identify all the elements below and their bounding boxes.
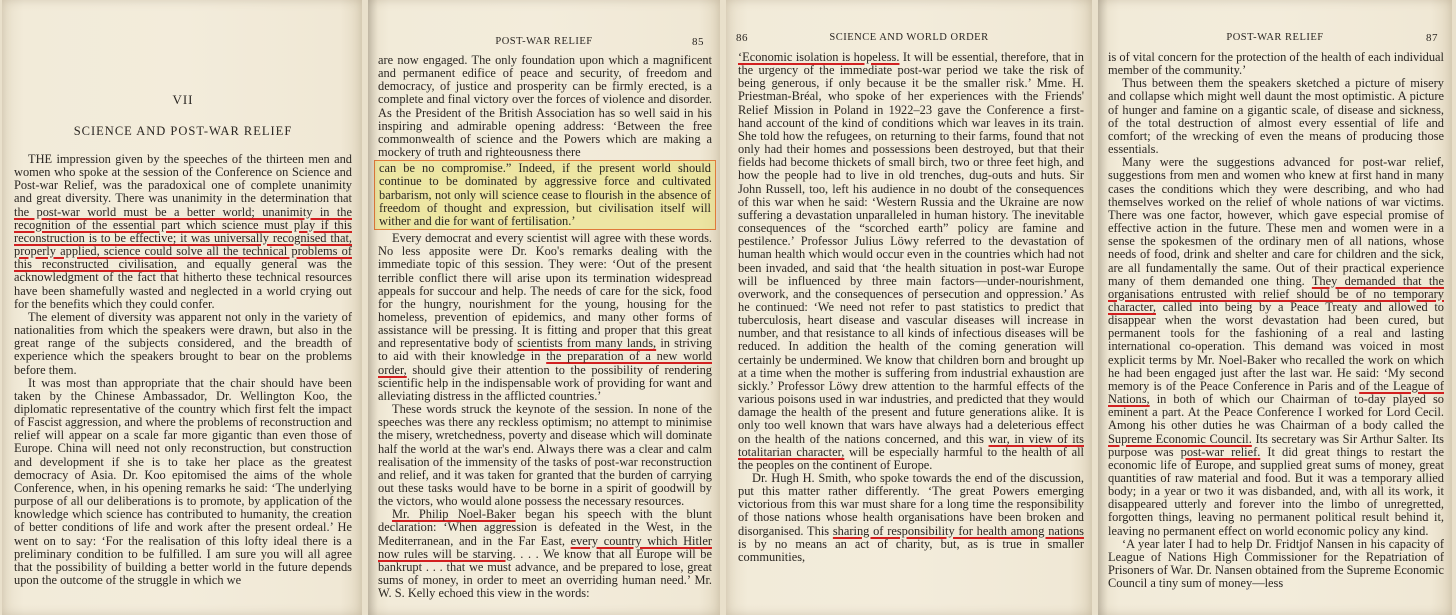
text-run: . . . . We know that all Europe will be bankrupt . . . that we must advance, and be prepared to lose, great sums of money, in order to meet an overriding human need.’ Mr. W. S. Kelly echoed this view in the words: (378, 546, 712, 601)
page-86 (726, 0, 1092, 615)
page-body (378, 54, 712, 600)
paragraph (378, 232, 712, 403)
paragraph (14, 153, 352, 311)
text-run: are now engaged. The only foundation upon which a magnificent and permanent edifice of peace and security, of freedom and democracy, of justice and prosperity can be firmly erected, is a complete and final victory over the forces of violence and disorder. As the President of the British Association has so well said in his inspiring and admirable opening address: ‘Between the free commonwealth of science and the Powers which are making a mockery of truth and righteousness there (378, 53, 712, 160)
text-run: It will be essential, therefore, that in the urgency of the immediate post-war period we take the risk of being generous, if only because it be the smaller risk.’ Mme. H. Priestman-Bréal, who spoke of her experiences with the Friends' Relief Mission in Poland in 1922–23 gave the Conference a first-hand account of the kind of conditions which war leaves in its train. She told how the refugees, on returning to their farms, found that not only had their homes and possessions been destroyed, but that their fields had become thickets of small birch, two or three feet high, and how the people had to live in old trenches, dug-outs and huts. Sir John Russell, too, left his audience in no doubt of the consequences of this war when he said: ‘Western Russia and the Ukraine are now suffering a devastation unparalleled in human history. The inevitable consequences of the “scorched earth” policy are famine and pestilence.’ Professor Julius Löwy referred to the devastation of human health which would occur even in the countries which had not been invaded, and said that ‘the health situation in post-war Europe will be influenced by three main factors—under-nourishment, overwork, and the consequences of persecution and oppression.’ As he continued: ‘We need not refer to past statistics to predict that tuberculosis, heart disease and vascular diseases will increase in number, and that resistance to all kinds of infectious diseases will be reduced. In addition the health of the coming generation will certainly be undermined. We know that children born and brought up at a time when the mother is suffering from industrial exhaustion are sickly.’ Professor Löwy drew attention to the harmful effects of the various poisons used in war industries, and predicted that they would damage the health of the present and future generations alike. It is only too well known that wars have always had a deleterious effect on the health of the nations concerned, and this (738, 50, 1084, 446)
underlined-passage: the preparation of a new world order, (378, 349, 712, 377)
text-run: It did great things to restart the economic life of Europe, and supplied great sums of money, great quantities of raw material and food. But it was a temporary allied body; in a year or two it was disbanded, and, with all its work, it disappeared utterly and forever into the limbo of unregretted, forgotten things, leaving no permanent political result behind it, leaving no permanent effect on world economic policy any kind. (1108, 444, 1444, 538)
underlined-passage: war, in view of its totalitarian character, (738, 431, 1084, 459)
underlined-passage: scientists from many lands, (517, 336, 657, 351)
paragraph (738, 472, 1084, 564)
paragraph (14, 377, 352, 588)
text-run: in both of which our Chairman of to-day played so eminent a part. At the Peace Conference I worked for Lord Cecil. Among his other duties he was Chairman of a body called the (1108, 392, 1444, 433)
chapter-number: VII (172, 92, 194, 107)
text-run: The element of diversity was apparent not only in the variety of nationalities from which the speakers were drawn, but also in the great range of the subjects considered, and the breadth of experience which the speakers brought to bear on the problems before them. (14, 309, 352, 377)
highlighted-passage: can be no compromise.” Indeed, if the present world should continue to be dominated by aggressive force and cultivated barbarism, not only will science cease to flourish in the absence of freedom of thought and expression, but civilisation itself will wither and die for want of fertilisation.’ (374, 160, 716, 230)
chapter-title: SCIENCE AND POST-WAR RELIEF (73, 124, 293, 138)
running-head-title: SCIENCE AND WORLD ORDER (829, 32, 989, 43)
text-run: began his speech with the blunt declaration: ‘When aggression is defeated in the West, in the Mediterranean, and in the Far East, (378, 507, 712, 548)
paragraph (378, 403, 712, 508)
underlined-passage: of the League of Nations, (1108, 378, 1444, 407)
paragraph (378, 508, 712, 600)
underlined-passage: sharing of responsibility for health among nations (832, 523, 1084, 538)
text-run: is by no means an act of charity, but, as is true in smaller communities, (738, 536, 1084, 564)
page-number: 85 (692, 36, 704, 48)
paragraph (1108, 156, 1444, 538)
paragraph (14, 311, 352, 377)
text-run: ‘A year later I had to help Dr. Fridtjof Nansen in his capacity of League of Nations High Commissioner for the Repatriation of Prisoners of War. Dr. Nansen obtained from the Supreme Economic Council a tiny sum of money—less (1108, 536, 1444, 591)
paragraph (378, 54, 712, 230)
text-run: Thus between them the speakers sketched a picture of misery and collapse which might well daunt the most optimistic. A picture of hunger and famine on a gigantic scale, of disease and sickness, of the total destruction of almost every essential of life and comfort; of the wrecking of even the means of producing those essentials. (1108, 76, 1444, 157)
text-run: will be especially harmful to the health of all the peoples on the continent of Europe. (738, 444, 1084, 472)
text-run: THE impression given by the speeches of the thirteen men and women who spoke at the session of the Conference on Science and Post-war Relief, was the paradoxical one of complete unanimity and great diversity. There was unanimity in the determination that (14, 152, 352, 206)
text-run: Its secretary was Sir Arthur Salter. Its purpose was (1108, 431, 1444, 459)
underlined-passage: Supreme Economic Council. (1108, 431, 1252, 446)
underlined-passage: the post-war world must be a better world; unanimity in the recognition of the essential part which science must play if this reconstruction is to be effective; it was universally recognised that, properly applied, science could solve all the technical problems of this reconstructed civilisation, (14, 204, 352, 272)
text-run: called into being by a Peace Treaty and allowed to disappear when the worst devastation had been cured, but permanent tools for the fashioning of a real and lasting international co-operation. This demand was voiced in most explicit terms by Mr. Noel-Baker who recalled the work on which he had been engaged just after the last war. He said: ‘My second memory is of the Peace Conference in Paris and (1108, 299, 1444, 393)
text-run: Dr. Hugh H. Smith, who spoke towards the end of the discussion, put this matter rather differently. ‘The great Powers emerging victorious from this war must share for a long time the responsibility of those nations whose health organisations have been broken and disorganised. This (738, 471, 1084, 538)
paragraph (1108, 51, 1444, 77)
text-run: It was most than appropriate that the chair should have been taken by the Chinese Ambassador, Dr. Wellington Koo, the diplomatic representative of the country which first felt the impact of Fascist aggression, and where the problems of reconstruction and relief will appear on a scale far more gigantic than even those of Europe. China will need not only reconstruction, but construction and development if she is to take her place as the greatest democracy of Asia. Dr. Koo epitomised the aims of the whole Conference, when, in his opening remarks he said: ‘The underlying purpose of all our deliberations is to promote, by application of the knowledge which science has contributed to humanity, the creation of better conditions of life and work after the present ordeal.’ He went on to say: ‘For the realisation of this lofty ideal there is a preliminary condition to be fulfilled. I am sure you will all agree that the possibility of building a better world in the future depends upon the outcome of the struggle in which we (14, 375, 352, 587)
text-run: is of vital concern for the protection of the health of each individual member of the community.’ (1108, 50, 1444, 78)
paragraph (738, 51, 1084, 472)
page-number: 86 (736, 32, 748, 44)
text-run: and equally general was the acknowledgment of the fact that hitherto these technical resources have been shamefully wasted and neglected in a world crying out for the benefits which they could confer. (14, 257, 352, 311)
paragraph (1108, 77, 1444, 156)
running-head (736, 32, 1082, 43)
text-run: should give their attention to the possibility of rendering scientific help in the indispensable work of providing for want and alleviating distress in the afflicted countries.’ (378, 362, 712, 403)
running-head-title: POST-WAR RELIEF (1226, 32, 1324, 43)
page-gutter (1098, 0, 1108, 615)
text-run: Every democrat and every scientist will agree with these words. No less apposite were Dr. Koo's remarks dealing with the immediate topic of this session. They were: ‘Out of the present terrible conflict there will arise upon its termination widespread appeals for succour and help. The needs of care for the sick, food for the hungry, nourishment for the young, housing for the homeless, prevention of epidemics, and many other forms of assistance will be pressing. It is fitting and proper that this great and representative body of (378, 231, 712, 351)
text-run: Many were the suggestions advanced for post-war relief, suggestions from men and women who knew at first hand in many cases the conditions which they were describing, and who had themselves worked on the relief of whole nations of war victims. There was one factor, however, which gave especial promise of effective action in the future. These men and women were in a sense the spokesmen of the ordinary men of all nations, whose needs of food, drink and shelter and care for children and the sick, are all fundamentally the same. Out of their practical experience many of them demanded one thing. (1108, 155, 1444, 288)
page-85 (368, 0, 720, 615)
page-84 (2, 0, 362, 615)
underlined-passage: They demanded that the organisations entrusted with relief should be of no temporary character, (1108, 273, 1444, 314)
text-run: in striving to aid with their knowledge in (378, 336, 713, 364)
text-run: These words struck the keynote of the session. In none of the speeches was there any reckless optimism; no attempt to minimise the misery, wretchedness, poverty and disease which will dominate half the world at the war's end. Always there was a clear and calm realisation of the immensity of the tasks of post-war reconstruction and relief, and it was taken for granted that the burden of carrying out these tasks would have to be borne in a spirit of goodwill by the victors, who would alone possess the necessary resources. (378, 402, 712, 509)
page-87 (1098, 0, 1452, 615)
page-number: 87 (1426, 32, 1438, 44)
underlined-passage: every country which Hitler now rules will be starving (378, 533, 712, 561)
running-head (1108, 32, 1442, 43)
running-head-title: POST-WAR RELIEF (495, 36, 593, 47)
underlined-passage: Mr. Philip Noel-Baker (392, 507, 516, 522)
underlined-passage: ‘Economic isolation is hopeless. (738, 50, 900, 64)
running-head (378, 36, 710, 47)
page-body (738, 51, 1084, 564)
page-gutter (368, 0, 378, 615)
page-body (14, 153, 352, 587)
paragraph (1108, 538, 1444, 591)
underlined-passage: post-war relief. (1180, 444, 1261, 459)
page-body (1108, 51, 1444, 590)
